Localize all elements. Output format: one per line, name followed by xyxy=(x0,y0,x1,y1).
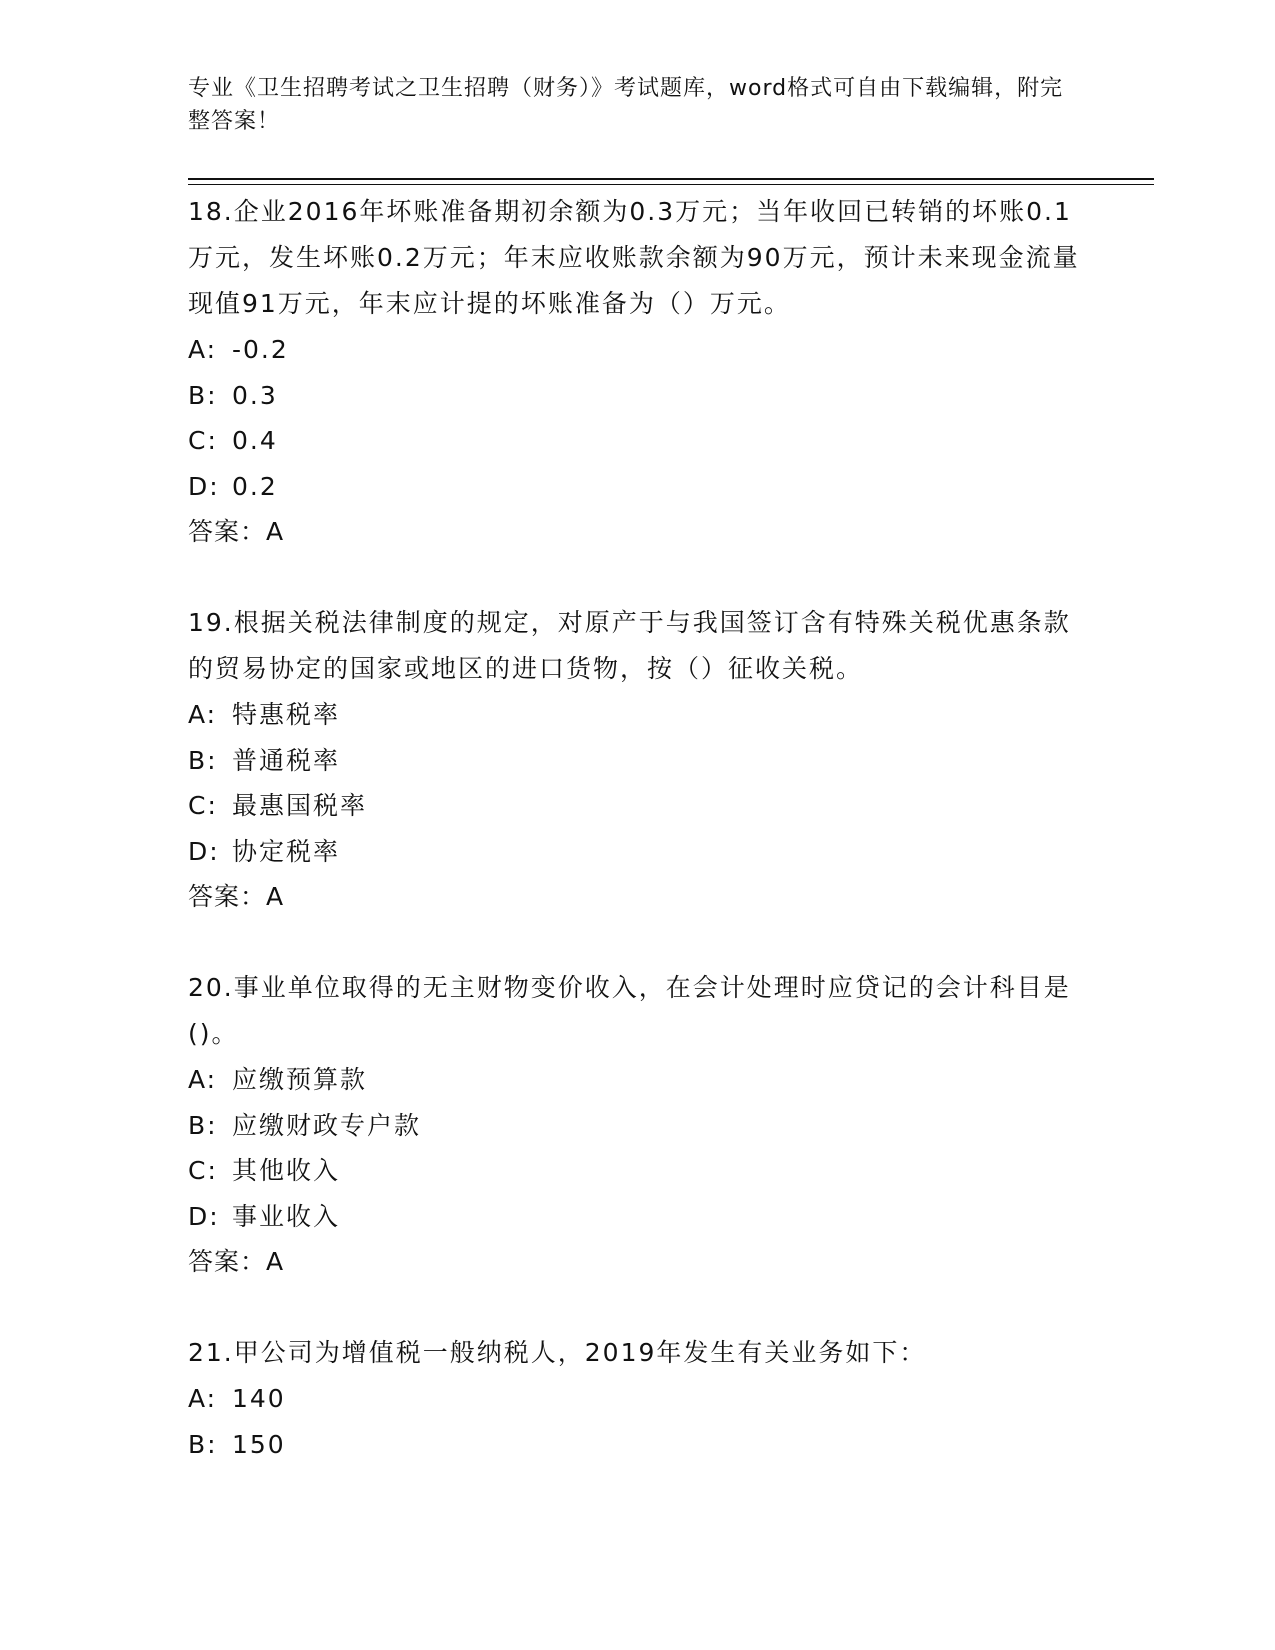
answer-line: 答案：A xyxy=(188,1247,285,1276)
option-d xyxy=(188,464,1088,510)
question-stem: 20.事业单位取得的无主财物变价收入，在会计处理时应贷记的会计科目是()。 xyxy=(188,973,1071,1048)
question-stem: 21.甲公司为增值税一般纳税人，2019年发生有关业务如下： xyxy=(188,1338,927,1367)
option-text: 应缴财政专户款 xyxy=(232,1110,422,1140)
option-letter: B: xyxy=(188,380,218,410)
option-letter: D: xyxy=(188,1201,220,1231)
option-letter: B: xyxy=(188,1110,218,1140)
question-stem: 19.根据关税法律制度的规定，对原产于与我国签订含有特殊关税优惠条款的贸易协定的国家或地区的进口货物，按（）征收关税。 xyxy=(188,608,1071,683)
option-c xyxy=(188,1148,1088,1194)
option-text: 其他收入 xyxy=(232,1156,341,1185)
option-letter: B: xyxy=(188,1429,218,1459)
option-c xyxy=(188,783,1088,829)
option-letter: B: xyxy=(188,745,218,775)
option-letter: A: xyxy=(188,335,218,364)
option-b xyxy=(188,1103,1088,1149)
option-d xyxy=(188,829,1088,875)
option-letter: A: xyxy=(188,1065,218,1094)
option-letter: A: xyxy=(188,1384,218,1413)
option-a xyxy=(188,692,1088,738)
option-letter: A: xyxy=(188,700,218,729)
header-divider-thick xyxy=(188,178,1154,180)
question-stem: 18.企业2016年坏账准备期初余额为0.3万元；当年收回已转销的坏账0.1万元，发生坏账0.2万元；年末应收账款余额为90万元，预计未来现金流量现值91万元，年末应计提的坏账准备为（）万元。 xyxy=(188,197,1080,318)
option-letter: D: xyxy=(188,836,220,866)
option-a xyxy=(188,1376,1088,1422)
question-list xyxy=(188,189,1088,1512)
question-19 xyxy=(188,600,1088,920)
option-text: 事业收入 xyxy=(232,1201,341,1231)
option-a xyxy=(188,1057,1088,1103)
option-text: -0.2 xyxy=(232,335,289,364)
option-text: 特惠税率 xyxy=(232,700,341,729)
option-text: 普通税率 xyxy=(232,745,341,775)
option-letter: C: xyxy=(188,1156,218,1185)
option-b xyxy=(188,1422,1088,1468)
option-d xyxy=(188,1194,1088,1240)
option-b xyxy=(188,738,1088,784)
option-letter: C: xyxy=(188,791,218,820)
option-a xyxy=(188,327,1088,373)
option-text: 0.2 xyxy=(232,471,278,501)
option-letter: C: xyxy=(188,426,218,455)
option-c xyxy=(188,418,1088,464)
option-text: 最惠国税率 xyxy=(232,791,368,820)
answer-line: 答案：A xyxy=(188,882,285,911)
option-letter: D: xyxy=(188,471,220,501)
question-18 xyxy=(188,189,1088,555)
option-text: 150 xyxy=(232,1429,286,1459)
question-21 xyxy=(188,1330,1088,1467)
option-text: 应缴预算款 xyxy=(232,1065,368,1094)
header-divider-thin xyxy=(188,184,1154,185)
question-20 xyxy=(188,965,1088,1285)
document-header: 专业《卫生招聘考试之卫生招聘（财务）》考试题库，word格式可自由下载编辑，附完整答案！ xyxy=(188,76,1064,134)
answer-line: 答案：A xyxy=(188,517,285,546)
option-text: 0.4 xyxy=(232,426,278,455)
option-text: 140 xyxy=(232,1384,286,1413)
option-b xyxy=(188,373,1088,419)
option-text: 协定税率 xyxy=(232,836,341,866)
option-text: 0.3 xyxy=(232,380,278,410)
